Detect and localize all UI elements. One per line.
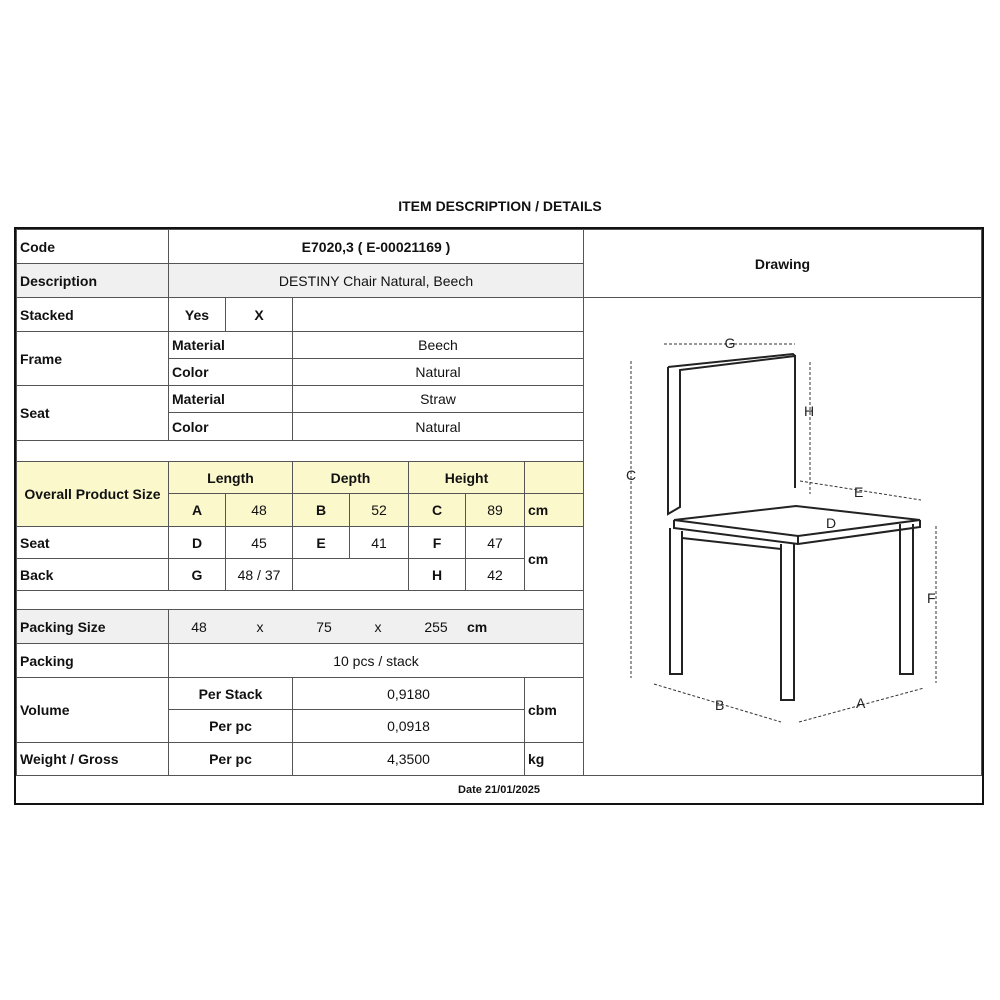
dim-label-d: D	[826, 515, 837, 531]
back-dims-label: Back	[16, 558, 169, 591]
dim-h-value: 42	[465, 558, 525, 591]
back-empty	[292, 558, 409, 591]
dim-label-b: B	[715, 697, 725, 713]
dim-f-value: 47	[465, 526, 525, 559]
size-header-blank	[524, 461, 584, 494]
seat-label: Seat	[16, 385, 169, 441]
depth-header: Depth	[292, 461, 409, 494]
volume-per-pc-label: Per pc	[168, 709, 293, 743]
dim-a-value: 48	[225, 493, 293, 527]
packing-size-unit: cm	[467, 618, 488, 635]
dim-label-f: F	[927, 590, 936, 606]
packing-width: 75	[316, 618, 332, 635]
frame-color-label: Color	[168, 358, 293, 386]
dim-a-key: A	[168, 493, 226, 527]
spacer-row-2	[16, 590, 584, 610]
seat-color-label: Color	[168, 412, 293, 441]
chair-leg-back-right	[900, 524, 913, 674]
stacked-label: Stacked	[16, 297, 169, 332]
seat-back-unit: cm	[524, 526, 584, 591]
chair-leg-front-right	[781, 544, 794, 700]
dim-c-value: 89	[465, 493, 525, 527]
dim-b-key: B	[292, 493, 350, 527]
code-label: Code	[16, 229, 169, 264]
dim-d-value: 45	[225, 526, 293, 559]
frame-color-value: Natural	[292, 358, 584, 386]
code-value: E7020,3 ( E-00021169 )	[168, 229, 584, 264]
dim-e-value: 41	[349, 526, 409, 559]
packing-x1: x	[256, 618, 264, 635]
weight-value: 4,3500	[292, 742, 525, 776]
packing-value: 10 pcs / stack	[168, 643, 584, 678]
weight-per-pc-label: Per pc	[168, 742, 293, 776]
drawing-panel	[583, 297, 982, 776]
chair-leg-front-left	[670, 528, 682, 674]
length-header: Length	[168, 461, 293, 494]
date-footer: Date 21/01/2025	[16, 775, 982, 803]
frame-material-value: Beech	[292, 331, 584, 359]
details-sheet	[14, 227, 984, 805]
dim-h-key: H	[408, 558, 466, 591]
packing-x2: x	[374, 618, 382, 635]
dim-label-h: H	[804, 403, 815, 419]
dim-g-key: G	[168, 558, 226, 591]
stacked-yes: Yes	[168, 297, 226, 332]
page-title: ITEM DESCRIPTION / DETAILS	[398, 198, 602, 214]
chair-drawing	[584, 298, 981, 775]
packing-length: 48	[191, 618, 207, 635]
seat-dims-label: Seat	[16, 526, 169, 559]
chair-backrest-top	[668, 354, 795, 367]
dim-d-key: D	[168, 526, 226, 559]
dim-label-e: E	[854, 484, 864, 500]
seat-color-value: Natural	[292, 412, 584, 441]
dim-g-value: 48 / 37	[225, 558, 293, 591]
stacked-empty	[292, 297, 584, 332]
dim-label-a: A	[856, 695, 866, 711]
description-value: DESTINY Chair Natural, Beech	[168, 263, 584, 298]
seat-material-value: Straw	[292, 385, 584, 413]
overall-unit: cm	[524, 493, 584, 527]
weight-unit: kg	[524, 742, 584, 776]
packing-label: Packing	[16, 643, 169, 678]
spacer-row	[16, 440, 584, 462]
dim-label-c: C	[626, 467, 637, 483]
dim-c-key: C	[408, 493, 466, 527]
stacked-mark: X	[225, 297, 293, 332]
volume-label: Volume	[16, 677, 169, 743]
dim-f-key: F	[408, 526, 466, 559]
chair-backrest	[668, 356, 795, 514]
overall-size-text: Overall Product Size	[24, 486, 161, 502]
packing-size-label: Packing Size	[16, 609, 169, 644]
weight-label: Weight / Gross	[16, 742, 169, 776]
dim-e-key: E	[292, 526, 350, 559]
dim-label-g: G	[724, 335, 736, 351]
overall-size-label	[16, 461, 169, 527]
description-label: Description	[16, 263, 169, 298]
volume-per-pc-value: 0,0918	[292, 709, 525, 743]
frame-label: Frame	[16, 331, 169, 386]
height-header: Height	[408, 461, 525, 494]
per-stack-value: 0,9180	[292, 677, 525, 710]
packing-size-values	[168, 609, 584, 644]
dim-b-value: 52	[349, 493, 409, 527]
packing-height: 255	[424, 618, 448, 635]
frame-material-label: Material	[168, 331, 293, 359]
per-stack-label: Per Stack	[168, 677, 293, 710]
volume-unit: cbm	[524, 677, 584, 743]
drawing-header: Drawing	[583, 229, 982, 298]
seat-material-label: Material	[168, 385, 293, 413]
